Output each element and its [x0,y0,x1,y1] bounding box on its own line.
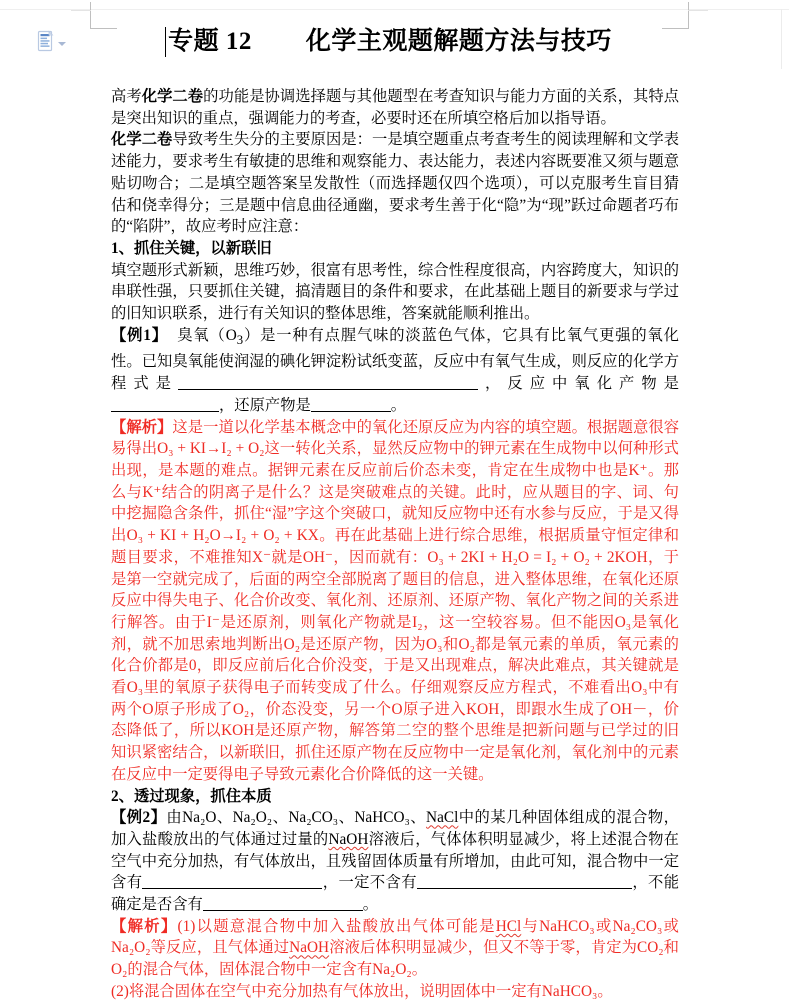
analysis-text: 是还原产物，因为 [300,635,427,653]
analysis-text: 。 [597,982,613,1000]
intro2-rest: 导致考生失分的主要原因是：一是填空题重点考查考生的阅读理解和文学表述能力，要求考生有敏捷的思维和观察能力、表达能力，表述内容既要准又须与题意贴切吻合；二是填空题答案呈发散性（而选择题仅四个选项），可以克服考生盲目猜估和侥幸得分；三是题中信息曲径通幽，要求考生善于化“隐”为“现”跃过命题者巧布的“陷阱”，故应考时应注意： [111,131,679,236]
chemical-formula: I₂ [412,613,423,631]
answer-blank[interactable] [142,873,322,889]
analysis-text: 或 [662,917,679,935]
example-text: 、 [338,809,355,827]
analysis-text: 。 [411,961,428,979]
chemical-formula: O₂ [232,700,250,718]
chemical-formula: O [391,700,403,718]
example-text: 、 [216,809,233,827]
chemical-formula: NaOH [289,939,330,957]
example-text: 、 [272,809,289,827]
chemical-formula: NaOH [328,830,369,848]
example-text: 中的某几种固体组成的混合物，加入盐酸放出的气体通过过量的 [111,809,679,848]
example-text: 由 [166,809,183,827]
page-title: 专题 12 化学主观题解题方法与技巧 [168,26,612,57]
chemical-formula: O₂ [111,961,128,979]
example-1-text-e: 。 [390,396,407,414]
answer-blank[interactable] [111,396,219,412]
example-1 [111,325,679,417]
analysis-text: 里的氧原子获得电子而转变成了什么。仔细观察反应方程式，不难看出 [143,679,632,697]
answer-blank[interactable] [178,374,478,390]
chemical-formula: O₃ + KI→I₂ + O₂ [157,440,265,458]
answer-blank[interactable] [417,873,632,889]
paragraph-intro-1 [111,86,679,129]
example-2 [111,807,679,916]
chemical-formula: O₃ [614,613,632,631]
chemical-formula: CO₂ [637,939,664,957]
chemical-formula: X⁻ [252,548,272,566]
paste-document-icon [36,30,55,52]
answer-blank[interactable] [311,396,391,412]
document-body [111,86,679,1003]
intro-bold-term: 化学二卷 [141,88,204,105]
analysis-text: 原子形成了 [153,700,233,718]
example-text: ，一定不含有 [322,874,417,892]
example-1-text-b: ）是一种有点腥气味的淡蓝色气体，它具有比氧气更强的氧化性。已知臭氧能使润湿的碘化钾淀粉试纸变蓝，反应中有氧气生成，则反应的化学方程式是 [111,326,679,393]
page-right-edge [781,9,782,69]
chemical-formula: Na₂CO₃ [612,917,663,935]
chemical-formula: K⁺ [628,462,648,479]
analysis-text: 就是 [271,548,303,566]
chemical-formula: O₃ [426,635,443,653]
analysis-text: ，这一空较容易。但不能因 [422,613,615,631]
analysis-text: 溶液后体积明显减少，但又不等于零，肯定为 [329,939,637,957]
chemical-formula: Na₂CO₃ [288,809,339,827]
chemical-equation: O₃ + 2KI + H₂O = I₂ + O₂ + 2KOH [427,548,648,566]
analysis-text: 和 [442,635,459,653]
analysis-text: ，价态没变，另一个 [249,700,392,718]
analysis-text: 与 [521,917,540,935]
analysis-text: 。再在此基础上进行综合思维，根据质量守恒定律和题目要求，不难推知 [111,527,679,566]
title-block [90,26,690,57]
example-text: 溶液后，气体体积明显减少，将上述混合物在空气中充分加热，有气体放出，且残留固体质量有所增加，由此可知，混合物中一定含有 [111,830,679,892]
chemical-formula: NaHCO₃ [539,917,595,935]
paste-options-button[interactable] [36,30,66,52]
analysis-text: (1)以题意混合物中加入盐酸放出气体可能是 [177,917,496,935]
chemical-formula: OH－ [610,700,648,718]
intro2-bold-term: 化学二卷 [111,131,173,149]
chemical-formula: O [142,700,154,718]
chemical-formula: O₂ [458,635,475,653]
example-1-text-d: ，还原产物是 [219,396,311,414]
example-1-text-a: 臭氧（O [177,326,237,344]
analysis-text: 是氧化剂，就不加思索地判断出 [111,613,679,653]
analysis-text: (2)将混合固体在空气中充分加热有气体放出，说明固体中一定有 [111,982,542,1000]
analysis-text: ，价态降低了，所以 [111,700,679,740]
chemical-formula: HCl [495,917,522,935]
chevron-down-icon[interactable] [58,42,66,46]
analysis-text: 或 [594,917,613,935]
chemical-formula: I⁻ [206,613,220,631]
analysis-text: ，即跟水生成了 [499,700,611,718]
chemical-formula: OH⁻ [302,548,333,566]
chemical-formula: Na₂O₂ [372,961,412,979]
analysis-2-line-2 [111,981,679,1003]
chemical-formula: K⁺ [142,483,162,501]
example-text: 。 [362,896,379,914]
example-text: 、 [409,809,427,827]
analysis-2-label: 【解析】 [111,917,178,935]
analysis-text: 和 [663,939,679,957]
chemical-formula: Na₂O [182,809,217,827]
analysis-2 [111,916,679,981]
chemical-formula: O₂ [283,635,301,653]
analysis-text: 结合的阴离子是什么？这是突破难点的关键。此时，应从题目的字、词、句中挖掘隐含条件，抓住“湿”字这个突破口，就知反应物中还有水参与反应，于是又得出 [111,483,679,545]
paragraph-section-1: 填空题形式新颖，思维巧妙，很富有思考性，综合性程度很高，内容跨度大，知识的串联性强，只要抓住关键，搞清题目的条件和要求，在此基础上题目的新要求与学过的旧知识联系，进行有关知识的整体思维，答案就能顺利推出。 [111,261,679,323]
example-text: ，不能确定是否含有 [111,874,679,914]
chemical-formula: KOH [466,700,500,718]
analysis-text: ，因而就有： [333,548,428,566]
analysis-text: 中有两个 [111,679,679,718]
margin-mark-top-left [90,2,117,29]
analysis-text: 是还原产物，解答第二空的整个思维是把新问题与已学过的旧知识紧密结合，以新联旧，抓住还原产物在反应物中一定是氧化剂，氧化剂中的元素在反应中一定要得电子导致元素化合价降低的这一关键。 [111,722,679,783]
analysis-text: 是还原剂，则氧化产物就是 [219,613,413,631]
intro-rest: 的功能是协调选择题与其他题型在考查知识与能力方面的关系，其特点是突出知识的重点，强调能力的考查，必要时还在所填空格后加以指导语。 [111,88,679,127]
analysis-text: 等反应，且气体通过 [150,939,290,957]
analysis-1-label: 【解析】 [111,418,173,436]
chemical-formula: Na₂O₂ [111,939,151,957]
analysis-text: 的混合气体，固体混合物中一定含有 [127,961,373,979]
chemical-formula: NaCl [426,809,459,827]
chemical-formula: O₃ [126,679,144,697]
analysis-text: ，即反应前后化合价没变，于是又出现难点，解决此难点，其关键就是看 [111,657,679,697]
analysis-text: 这一转化关系，显然反应物中的钾元素在生成物中以何种形式出现，是本题的难点。据钾元素在反应前后价态未变，肯定在生成物中也是 [111,440,679,479]
analysis-text: 这是一道以化学基本概念中的氧化还原反应为内容的填空题。根据题意很容易得出 [111,418,679,458]
chemical-formula: NaHCO₃ [541,982,598,1000]
analysis-1 [111,417,679,786]
margin-mark-top-right [662,2,689,29]
analysis-text: 原子进入 [402,700,467,718]
chemical-formula: O₃ + KI + H₂O→I₂ + O₂ + KX [126,527,319,545]
section-heading-2: 2、透过现象，抓住本质 [111,787,272,805]
section-heading-1: 1、抓住关键，以新联旧 [111,239,272,257]
analysis-text: 都是氧元素的单质，氧元素的化合价都是 [111,635,679,675]
chemical-formula: KOH [221,722,255,740]
chemical-formula: NaHCO₃ [354,809,410,827]
chemical-formula: Na₂O₂ [232,809,273,827]
valence-value: 0 [188,657,197,675]
analysis-text: ，于是第一空就完成了，后面的两空全部脱离了题目的信息，进入整体思维，在氧化还原反应中得失电子、化合价改变、氧化剂、还原剂、还原产物、氧化产物之间的关系进行解答。由于 [111,548,679,631]
example-1-text-c: ，反应中氧化产物是 [478,375,679,393]
example-1-subscript: 3 [236,332,244,347]
example-1-label: 【例1】 [111,326,168,344]
analysis-text: 。那么与 [111,462,679,501]
example-2-label: 【例2】 [111,809,167,827]
intro-lead: 高考 [111,88,142,105]
chemical-formula: O₃ [631,679,648,697]
answer-blank[interactable] [203,895,363,911]
paragraph-intro-2 [111,129,679,238]
